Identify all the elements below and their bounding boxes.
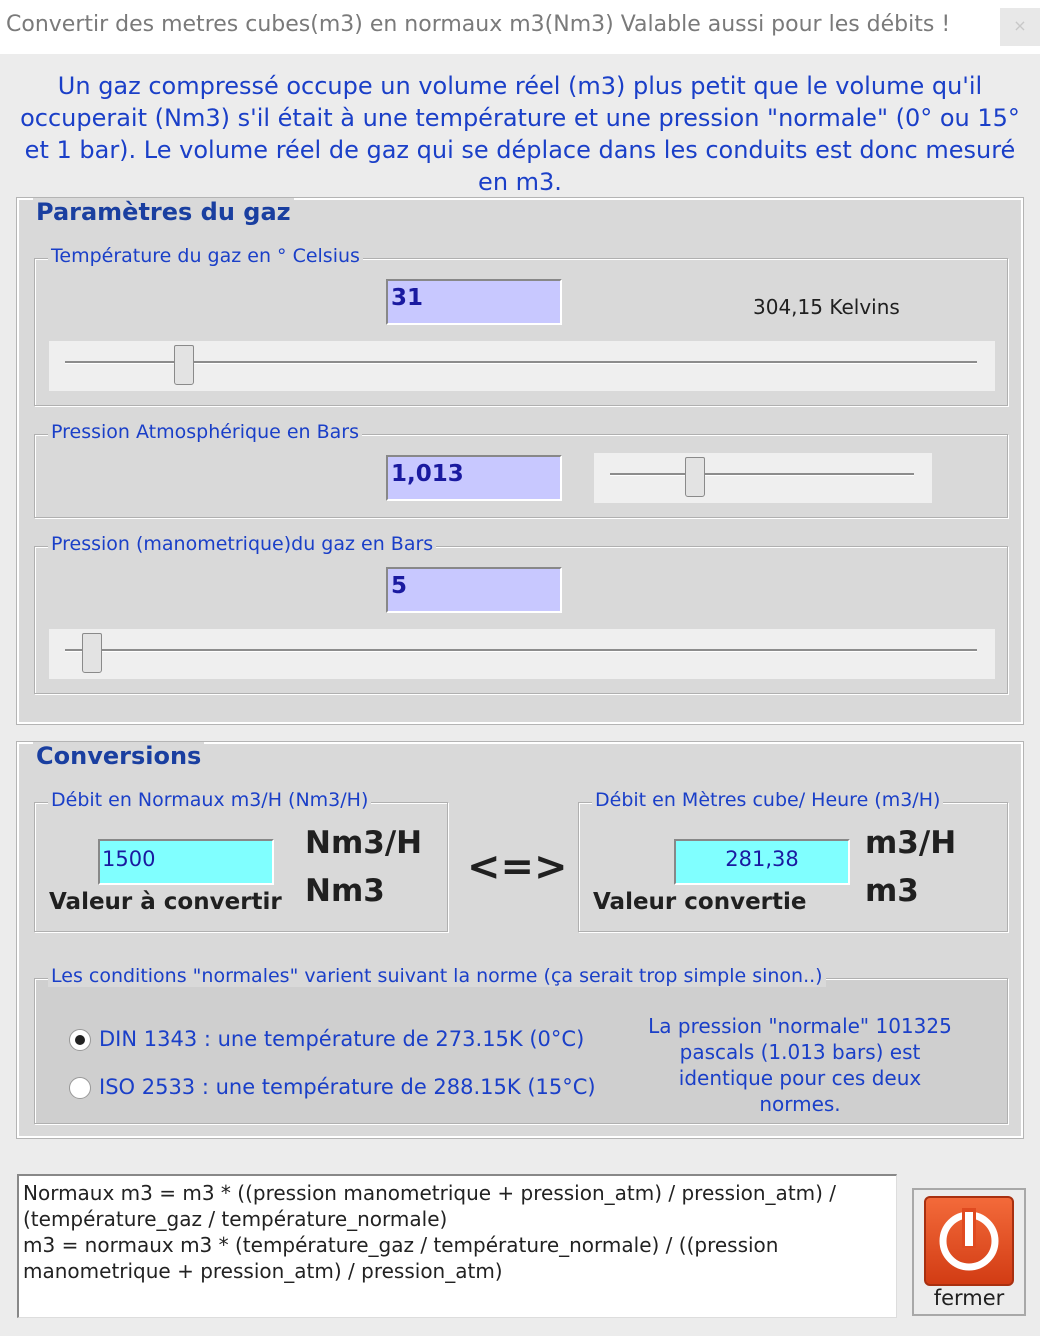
title-bar xyxy=(0,0,1040,54)
atm-pressure-input[interactable]: 1,013 xyxy=(386,455,562,501)
real-flow-output[interactable]: 281,38 xyxy=(674,839,850,885)
gas-pressure-input[interactable]: 5 xyxy=(386,567,562,613)
norms-label: Les conditions "normales" varient suivant la norme (ça serait trop simple sinon..) xyxy=(48,965,826,987)
atm-pressure-label: Pression Atmosphérique en Bars xyxy=(48,421,362,443)
normal-flow-input[interactable]: 1500 xyxy=(98,839,274,885)
fermer-label: fermer xyxy=(933,1286,1005,1310)
gas-pressure-slider[interactable] xyxy=(49,629,995,679)
norms-group xyxy=(34,965,1008,1124)
gas-params-panel xyxy=(17,198,1023,724)
fermer-button[interactable] xyxy=(912,1188,1026,1316)
gas-pressure-label: Pression (manometrique)du gaz en Bars xyxy=(48,533,436,555)
normal-flow-unit-rate: Nm3/H xyxy=(305,825,423,861)
real-flow-caption: Valeur convertie xyxy=(593,889,807,915)
real-flow-group xyxy=(578,789,1008,932)
conversion-direction-arrow: <=> xyxy=(467,844,568,890)
normal-flow-caption: Valeur à convertir xyxy=(49,889,282,915)
conversions-panel xyxy=(17,742,1023,1138)
temperature-group xyxy=(34,245,1008,406)
temperature-label: Température du gaz en ° Celsius xyxy=(48,245,363,267)
normal-flow-group xyxy=(34,789,448,932)
gas-pressure-slider-thumb[interactable] xyxy=(82,633,102,673)
gas-pressure-group xyxy=(34,533,1008,694)
temperature-input[interactable]: 31 xyxy=(386,279,562,325)
window-title: Convertir des metres cubes(m3) en normaux m3(Nm3) Valable aussi pour les débits ! xyxy=(6,12,951,37)
normal-flow-label: Débit en Normaux m3/H (Nm3/H) xyxy=(48,789,371,811)
atm-pressure-slider[interactable] xyxy=(594,453,932,503)
temperature-slider[interactable] xyxy=(49,341,995,391)
radio-din-1343-label[interactable]: DIN 1343 : une température de 273.15K (0°C) xyxy=(99,1027,585,1051)
kelvin-readout: 304,15 Kelvins xyxy=(753,295,900,319)
window-close-button[interactable]: × xyxy=(1000,8,1040,46)
norms-note: La pression "normale" 101325 pascals (1.013 bars) est identique pour ces deux normes. xyxy=(648,1014,952,1116)
radio-iso-2533-label[interactable]: ISO 2533 : une température de 288.15K (15°C) xyxy=(99,1075,596,1099)
formula-line-2: m3 = normaux m3 * (température_gaz / température_normale) / ((pression manometrique + pression_atm) / pression_atm) xyxy=(23,1233,779,1283)
atm-pressure-group xyxy=(34,421,1008,518)
radio-iso-2533[interactable] xyxy=(69,1077,91,1099)
temperature-slider-thumb[interactable] xyxy=(174,345,194,385)
conversions-title: Conversions xyxy=(33,742,204,770)
formula-textbox[interactable] xyxy=(17,1174,897,1318)
real-flow-unit-rate: m3/H xyxy=(865,825,957,861)
radio-din-1343[interactable] xyxy=(69,1029,91,1051)
power-icon xyxy=(924,1196,1014,1286)
atm-pressure-slider-thumb[interactable] xyxy=(685,457,705,497)
formula-line-1: Normaux m3 = m3 * ((pression manometrique + pression_atm) / pression_atm) / (température_gaz / température_normale) xyxy=(23,1181,837,1231)
normal-flow-unit-volume: Nm3 xyxy=(305,873,385,909)
gas-params-title: Paramètres du gaz xyxy=(33,198,294,226)
real-flow-unit-volume: m3 xyxy=(865,873,919,909)
intro-text: Un gaz compressé occupe un volume réel (m3) plus petit que le volume qu'il occuperait (Nm3) s'il était à une température et une pression "normale" (0° ou 15° et 1 bar). Le volume réel de gaz qui se déplace dans les conduits est donc mesuré en m3. xyxy=(20,72,1020,196)
real-flow-label: Débit en Mètres cube/ Heure (m3/H) xyxy=(592,789,943,811)
